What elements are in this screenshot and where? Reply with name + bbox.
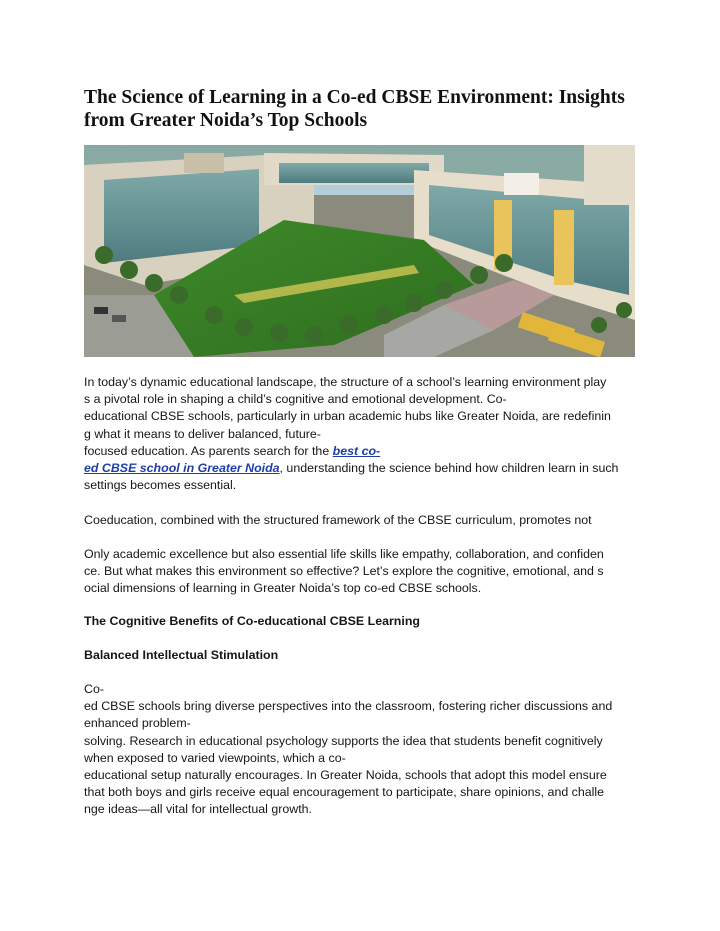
para4-line-2: ed CBSE schools bring diverse perspectives into the classroom, fostering richer discussions and [84,699,613,714]
paragraph-4 [84,681,644,819]
paragraph-2 [84,512,644,529]
intro-line-6 [84,460,644,477]
para4-line-3: enhanced problem- [84,716,191,731]
intro-line-7: settings becomes essential. [84,478,237,493]
para4-line-6: educational setup naturally encourages. In Greater Noida, schools that adopt this model ensure [84,768,607,783]
page-title [84,86,654,132]
heading-1-text: The Cognitive Benefits of Co-educational CBSE Learning [84,614,420,628]
para4-line-7: that both boys and girls receive equal encouragement to participate, share opinions, and challe [84,785,605,800]
hero-image [84,145,635,357]
intro-line-5-text: focused education. As parents search for the [84,443,333,458]
intro-line-2: s a pivotal role in shaping a child’s cognitive and emotional development. Co- [84,392,507,407]
title-line-2: from Greater Noida’s Top Schools [84,110,368,131]
para4-line-1: Co- [84,682,104,696]
paragraph-3 [84,546,644,598]
title-line-1: The Science of Learning in a Co-ed CBSE Environment: Insights [84,87,625,108]
intro-line-3: educational CBSE schools, particularly in urban academic hubs like Greater Noida, are redefinin [84,409,611,424]
subsection-heading-stimulation [84,647,644,664]
intro-line-1: In today’s dynamic educational landscape, the structure of a school’s learning environment play [84,375,607,389]
section-heading-cognitive [84,613,644,630]
para4-line-4: solving. Research in educational psychology supports the idea that students benefit cognitively [84,733,603,748]
para3-line-2: ce. But what makes this environment so effective? Let’s explore the cognitive, emotional, and s [84,564,604,579]
school-link-part-2[interactable]: ed CBSE school in Greater Noida [84,461,280,476]
intro-paragraph [84,374,644,494]
school-link-part-1[interactable]: best co- [332,443,381,458]
para3-line-3: ocial dimensions of learning in Greater Noida’s top co-ed CBSE schools. [84,581,482,596]
para3-line-1: Only academic excellence but also essential life skills like empathy, collaboration, and confiden [84,547,604,561]
para4-line-5: when exposed to varied viewpoints, which a co- [84,750,346,765]
para4-line-8: nge ideas—all vital for intellectual growth. [84,802,312,817]
heading-2-text: Balanced Intellectual Stimulation [84,648,279,662]
intro-line-6-text: , understanding the science behind how children learn in such [279,461,619,476]
intro-line-4: g what it means to deliver balanced, future- [84,426,321,441]
intro-line-5 [84,443,644,460]
para2-line-1: Coeducation, combined with the structured framework of the CBSE curriculum, promotes not [84,513,592,527]
